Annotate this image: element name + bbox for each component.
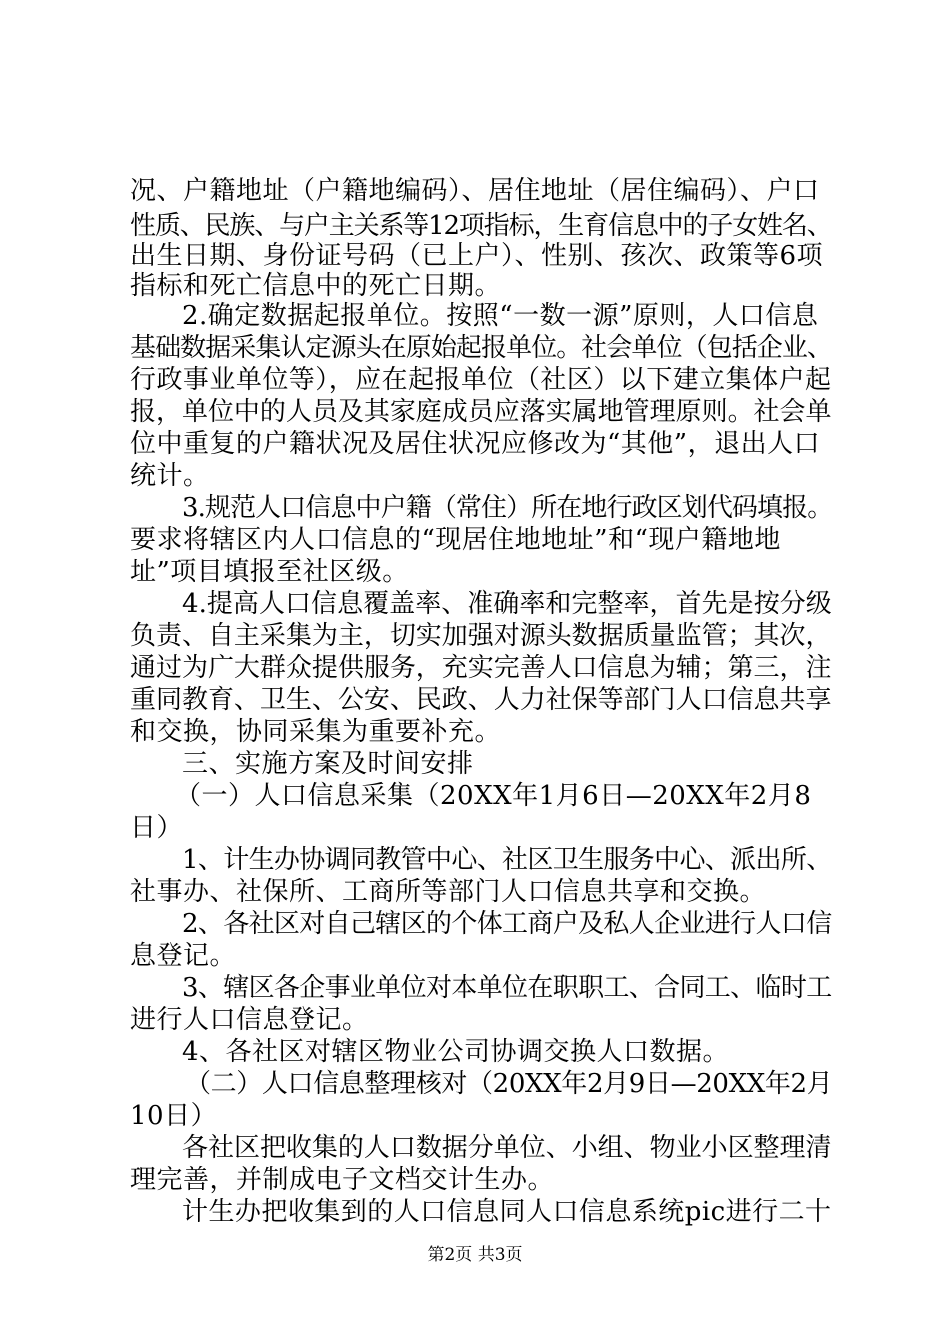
text-line: 位中重复的户籍状况及居住状况应修改为“其他”，退出人口 [130, 429, 821, 459]
text-line: 况、户籍地址（户籍地编码）、居住地址（居住编码）、户口 [130, 176, 820, 206]
text-line: 2.确定数据起报单位。按照“一数一源”原则，人口信息 [182, 301, 819, 331]
subsection-heading: （一）人口信息采集（20XX年1月6日—20XX年2月8 [175, 781, 812, 811]
text-line: 理完善，并制成电子文档交计生办。 [130, 1165, 555, 1195]
text-line: 基础数据采集认定源头在原始起报单位。社会单位（包括企业、 [130, 333, 833, 363]
text-line: 统计。 [130, 461, 210, 491]
text-line: 息登记。 [130, 941, 237, 971]
text-line: 出生日期、身份证号码（已上户）、性别、孩次、政策等6项 [130, 241, 824, 271]
text-line: 址”项目填报至社区级。 [130, 557, 409, 587]
text-line: 3.规范人口信息中户籍（常住）所在地行政区划代码填报。 [182, 493, 833, 523]
text-line: 要求将辖区内人口信息的“现居住地地址”和“现户籍地地 [130, 525, 781, 555]
text-line: 各社区把收集的人口数据分单位、小组、物业小区整理清 [182, 1133, 832, 1163]
text-line: 重同教育、卫生、公安、民政、人力社保等部门人口信息共享 [130, 685, 832, 715]
text-line: 性质、民族、与户主关系等12项指标，生育信息中的子女姓名、 [130, 211, 832, 241]
text-line: 10日） [130, 1101, 218, 1131]
text-line: 1、计生办协调同教管中心、社区卫生服务中心、派出所、 [182, 845, 832, 875]
text-line: 进行人口信息登记。 [130, 1005, 369, 1035]
text-line: 负责、自主采集为主，切实加强对源头数据质量监管；其次， [130, 621, 832, 651]
text-line: 通过为广大群众提供服务，充实完善人口信息为辅；第三，注 [130, 653, 832, 683]
text-line: 指标和死亡信息中的死亡日期。 [130, 271, 502, 301]
text-line: 3、辖区各企事业单位对本单位在职职工、合同工、临时工 [182, 973, 832, 1003]
text-line: 2、各社区对自己辖区的个体工商户及私人企业进行人口信 [182, 909, 832, 939]
text-line: 日） [130, 813, 184, 843]
page-footer: 第2页 共3页 [427, 1245, 523, 1265]
text-line: 报，单位中的人员及其家庭成员应落实属地管理原则。社会单 [130, 397, 832, 427]
subsection-heading: （二）人口信息整理核对（20XX年2月9日—20XX年2月 [185, 1069, 833, 1099]
text-line: 计生办把收集到的人口信息同人口信息系统pic进行二十 [182, 1197, 832, 1227]
text-line: 4.提高人口信息覆盖率、准确率和完整率，首先是按分级 [182, 589, 832, 619]
text-line: 行政事业单位等），应在起报单位（社区）以下建立集体户起 [130, 365, 832, 395]
section-heading: 三、实施方案及时间安排 [182, 749, 474, 779]
text-line: 4、各社区对辖区物业公司协调交换人口数据。 [182, 1037, 730, 1067]
text-line: 社事办、社保所、工商所等部门人口信息共享和交换。 [130, 877, 767, 907]
text-line: 和交换，协同采集为重要补充。 [130, 717, 502, 747]
